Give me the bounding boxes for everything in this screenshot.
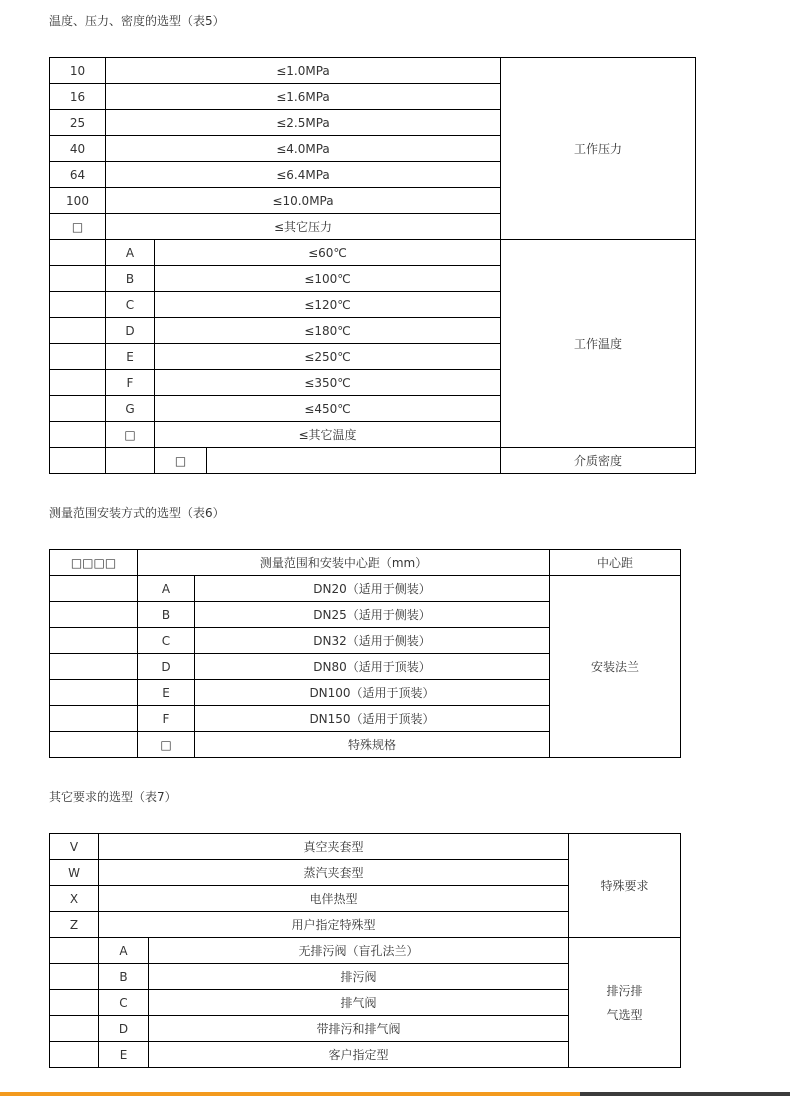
range-code: B (138, 602, 195, 628)
empty-cell (50, 1042, 99, 1068)
empty-cell (50, 396, 106, 422)
temperature-value: ≤180℃ (155, 318, 501, 344)
header-title: 测量范围和安装中心距（mm） (138, 550, 550, 576)
temperature-value: ≤450℃ (155, 396, 501, 422)
temperature-code: □ (106, 422, 155, 448)
header-code: □□□□ (50, 550, 138, 576)
range-value: DN150（适用于顶装） (195, 706, 550, 732)
pressure-value: ≤其它压力 (106, 214, 501, 240)
drain-value: 排气阀 (149, 990, 569, 1016)
special-code: Z (50, 912, 99, 938)
density-group-label: 介质密度 (501, 448, 696, 474)
empty-cell (50, 628, 138, 654)
footer-divider-accent (0, 1092, 580, 1096)
drain-value: 排污阀 (149, 964, 569, 990)
empty-cell (50, 938, 99, 964)
drain-group-label (569, 938, 681, 1068)
table-row (50, 834, 681, 860)
range-code: D (138, 654, 195, 680)
table-row (50, 58, 696, 84)
temperature-code: F (106, 370, 155, 396)
table-header-row (50, 550, 681, 576)
footer-divider (0, 1092, 790, 1096)
temperature-value: ≤100℃ (155, 266, 501, 292)
special-value: 真空夹套型 (99, 834, 569, 860)
table-row (50, 576, 681, 602)
range-value: 特殊规格 (195, 732, 550, 758)
range-value: DN25（适用于侧装） (195, 602, 550, 628)
footer-divider-dark (580, 1092, 790, 1096)
table7 (49, 833, 681, 1068)
pressure-value: ≤1.0MPa (106, 58, 501, 84)
temperature-value: ≤250℃ (155, 344, 501, 370)
special-group-label: 特殊要求 (569, 834, 681, 938)
empty-cell (50, 680, 138, 706)
drain-value: 客户指定型 (149, 1042, 569, 1068)
empty-cell (50, 422, 106, 448)
drain-code: A (99, 938, 149, 964)
pressure-value: ≤2.5MPa (106, 110, 501, 136)
pressure-value: ≤4.0MPa (106, 136, 501, 162)
empty-cell (50, 370, 106, 396)
drain-group-line2: 气选型 (606, 1007, 643, 1022)
empty-cell (106, 448, 155, 474)
temperature-code: B (106, 266, 155, 292)
density-code: □ (155, 448, 207, 474)
table6-caption: 测量范围安装方式的选型（表6） (49, 506, 225, 520)
empty-cell (50, 706, 138, 732)
temperature-code: C (106, 292, 155, 318)
empty-cell (50, 990, 99, 1016)
table6 (49, 549, 681, 758)
empty-cell (50, 240, 106, 266)
empty-cell (50, 344, 106, 370)
pressure-code: 10 (50, 58, 106, 84)
temperature-value: ≤120℃ (155, 292, 501, 318)
temperature-code: G (106, 396, 155, 422)
range-code: C (138, 628, 195, 654)
empty-cell (50, 732, 138, 758)
header-group: 中心距 (550, 550, 681, 576)
temperature-code: E (106, 344, 155, 370)
range-code: F (138, 706, 195, 732)
special-value: 蒸汽夹套型 (99, 860, 569, 886)
empty-cell (50, 964, 99, 990)
table7-caption: 其它要求的选型（表7） (49, 790, 177, 804)
range-code: □ (138, 732, 195, 758)
empty-cell (50, 318, 106, 344)
pressure-code: 100 (50, 188, 106, 214)
drain-code: D (99, 1016, 149, 1042)
special-code: W (50, 860, 99, 886)
table5-caption: 温度、压力、密度的选型（表5） (49, 14, 225, 28)
pressure-code: 64 (50, 162, 106, 188)
temperature-code: D (106, 318, 155, 344)
empty-cell (50, 292, 106, 318)
table-row (50, 448, 696, 474)
range-code: E (138, 680, 195, 706)
empty-cell (50, 602, 138, 628)
range-value: DN100（适用于顶装） (195, 680, 550, 706)
special-value: 电伴热型 (99, 886, 569, 912)
drain-value: 带排污和排气阀 (149, 1016, 569, 1042)
pressure-value: ≤10.0MPa (106, 188, 501, 214)
pressure-group-label: 工作压力 (501, 58, 696, 240)
range-value: DN20（适用于侧装） (195, 576, 550, 602)
empty-cell (50, 1016, 99, 1042)
pressure-code: 25 (50, 110, 106, 136)
range-value: DN32（适用于侧装） (195, 628, 550, 654)
pressure-code: □ (50, 214, 106, 240)
empty-cell (50, 448, 106, 474)
empty-cell (50, 266, 106, 292)
table5 (49, 57, 696, 474)
pressure-value: ≤1.6MPa (106, 84, 501, 110)
table-row (50, 938, 681, 964)
special-code: V (50, 834, 99, 860)
range-code: A (138, 576, 195, 602)
drain-value: 无排污阀（盲孔法兰） (149, 938, 569, 964)
temperature-value: ≤其它温度 (155, 422, 501, 448)
temperature-value: ≤350℃ (155, 370, 501, 396)
pressure-value: ≤6.4MPa (106, 162, 501, 188)
empty-cell (50, 576, 138, 602)
drain-code: E (99, 1042, 149, 1068)
special-code: X (50, 886, 99, 912)
temperature-value: ≤60℃ (155, 240, 501, 266)
table-row (50, 240, 696, 266)
drain-code: C (99, 990, 149, 1016)
flange-group-label: 安装法兰 (550, 576, 681, 758)
empty-cell (207, 448, 501, 474)
special-value: 用户指定特殊型 (99, 912, 569, 938)
temperature-group-label: 工作温度 (501, 240, 696, 448)
drain-code: B (99, 964, 149, 990)
temperature-code: A (106, 240, 155, 266)
drain-group-line1: 排污排 (606, 983, 643, 998)
pressure-code: 16 (50, 84, 106, 110)
range-value: DN80（适用于顶装） (195, 654, 550, 680)
pressure-code: 40 (50, 136, 106, 162)
empty-cell (50, 654, 138, 680)
